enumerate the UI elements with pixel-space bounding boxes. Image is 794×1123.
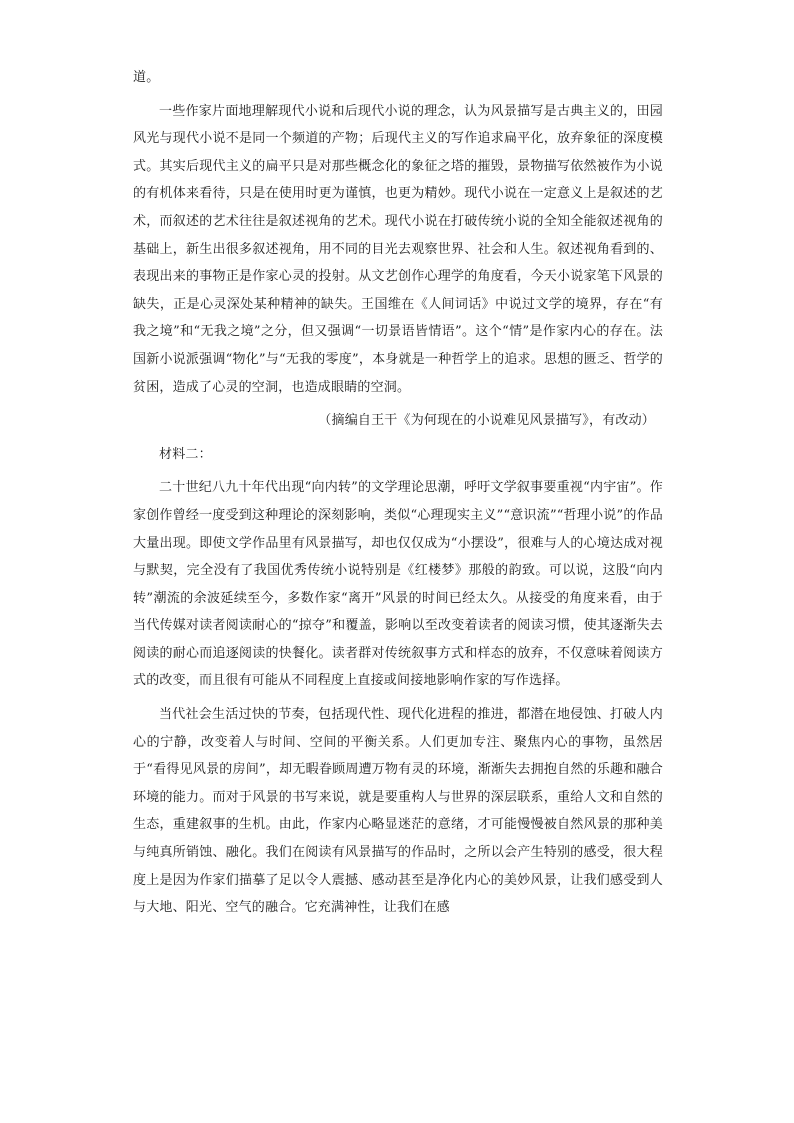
material-label: 材料二： xyxy=(159,446,212,462)
material-paragraph: 当代社会生活过快的节奏，包括现代性、现代化进程的推进，都潜在地侵蚀、打破人内心的宁静，改变着人与时间、空间的平衡关系。人们更加专注、聚焦内心的事物，虽然居于“看得见风景的房间”，却无暇眷顾周遭万物有灵的环境，渐渐失去拥抱自然的乐趣和融合环境的能力。而对于风景的书写来说，就是要重构人与世界的深层联系，重给人文和自然的生态，重建叙事的生机。由此，作家内心略显迷茫的意绪，才可能慢慢被自然风景的那种美与纯真所销蚀、融化。我们在阅读有风景描写的作品时，之所以会产生特别的感受，很大程度上是因为作家们描摹了足以令人震撼、感动甚至是净化内心的美妙风景，让我们感受到人与大地、阳光、空气的融合。它充满神性，让我们在感 xyxy=(133,707,663,916)
source-citation: （摘编自王干《为何现在的小说难见风景描写》，有改动） xyxy=(318,413,655,429)
paragraph-continuation: 道。 xyxy=(133,70,160,85)
material-paragraph: 二十世纪八九十年代出现“向内转”的文学理论思潮，呼吁文学叙事要重视“内宇宙”。作家创作曾经一度受到这种理论的深刻影响，类似“心理现实主义”“意识流”“哲理小说”的作品大量出现。即使文学作品里有风景描写，却也仅仅成为“小摆设”，很难与人的心境达成对视与默契，完全没有了我国优秀传统小说特别是《红楼梦》那般的韵致。可以说，这股“向内转”潮流的余波延续至今，多数作家“离开”风景的时间已经太久。从接受的角度来看，由于当代传媒对读者阅读耐心的“掠夺”和覆盖，影响以至改变着读者的阅读习惯，使其逐渐失去阅读的耐心而追逐阅读的快餐化。读者群对传统叙事方式和样态的放弃，不仅意味着阅读方式的改变，而且很有可能从不同程度上直接或间接地影响作家的写作选择。 xyxy=(133,480,663,689)
document-page xyxy=(133,64,663,922)
paragraph-body: 一些作家片面地理解现代小说和后现代小说的理念，认为风景描写是古典主义的，田园风光与现代小说不是同一个频道的产物；后现代主义的写作追求扁平化，放弃象征的深度模式。其实后现代主义的扁平只是对那些概念化的象征之塔的摧毁，景物描写依然被作为小说的有机体来看待，只是在使用时更为谨慎，也更为精妙。现代小说在一定意义上是叙述的艺术，而叙述的艺术往往是叙述视角的艺术。现代小说在打破传统小说的全知全能叙述视角的基础上，新生出很多叙述视角，用不同的目光去观察世界、社会和人生。叙述视角看到的、表现出来的事物正是作家心灵的投射。从文艺创作心理学的角度看，今天小说家笔下风景的缺失，正是心灵深处某种精神的缺失。王国维在《人间词话》中说过文学的境界，存在“有我之境”和“无我之境”之分，但又强调“一切景语皆情语”。这个“情”是作家内心的存在。法国新小说派强调“物化”与“无我的零度”，本身就是一种哲学上的追求。思想的匮乏、哲学的贫困，造成了心灵的空洞，也造成眼睛的空洞。 xyxy=(133,103,663,395)
